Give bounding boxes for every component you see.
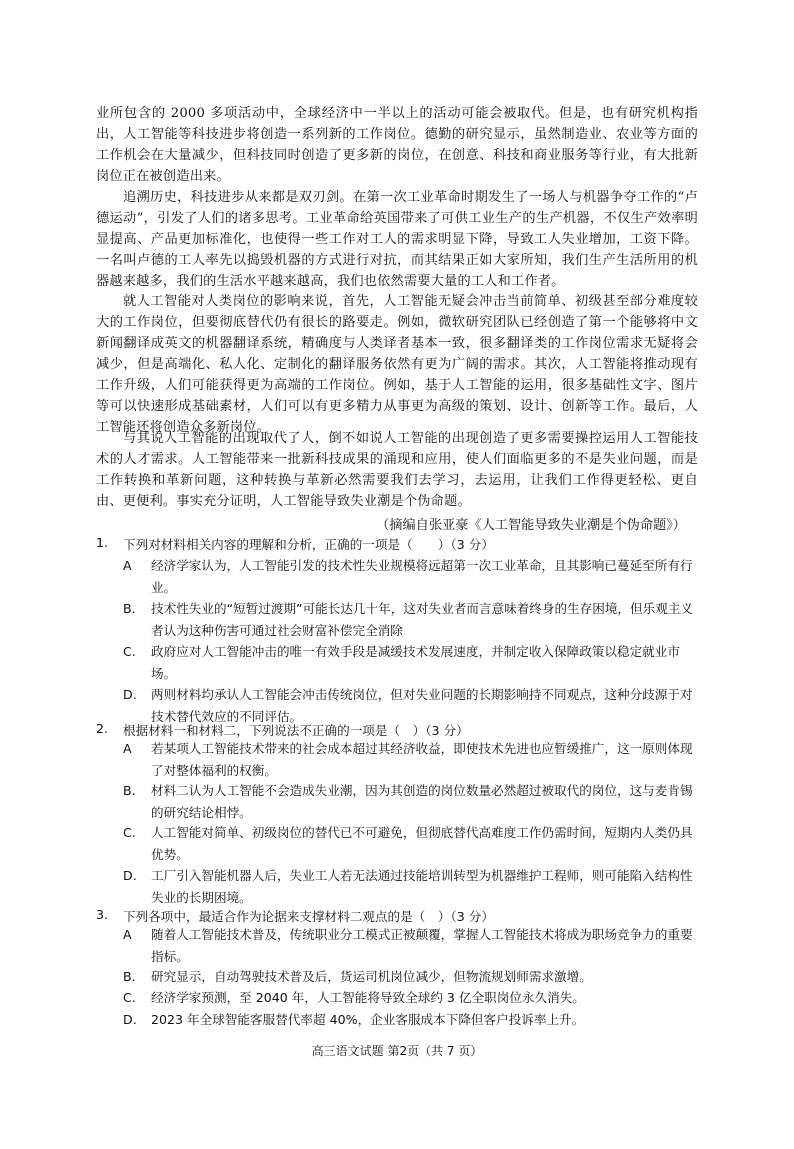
option-text: 若某项人工智能技术带来的社会成本超过其经济收益，即使技术先进也应暂缓推广，这一原则体现了对整体福利的权衡。 xyxy=(151,741,693,779)
question-number: 2. xyxy=(96,721,109,736)
option-c xyxy=(123,641,698,686)
option-b xyxy=(123,966,698,988)
option-d xyxy=(123,865,698,910)
option-text: 两则材料均承认人工智能会冲击传统岗位，但对失业问题的长期影响持不同观点，这种分歧源于对技术替代效应的不同评估。 xyxy=(151,687,693,725)
option-c xyxy=(123,822,698,867)
option-text: 经济学家认为，人工智能引发的技术性失业规模将远超第一次工业革命，且其影响已蔓延至所有行业。 xyxy=(151,558,693,596)
option-text: 随着人工智能技术普及，传统职业分工模式正被颠覆，掌握人工智能技术将成为职场竞争力的重要指标。 xyxy=(151,927,693,965)
option-text: 研究显示，自动驾驶技术普及后，货运司机岗位减少，但物流规划师需求激增。 xyxy=(151,969,592,984)
option-text: 经济学家预测，至 2040 年，人工智能将导致全球约 3 亿全职岗位永久消失。 xyxy=(151,990,585,1005)
option-text: 技术性失业的“短暂过渡期”可能长达几十年，这对失业者而言意味着终身的生存困境，但乐观主义者认为这种伤害可通过社会财富补偿完全消除 xyxy=(151,601,693,639)
option-a xyxy=(123,924,698,969)
option-a xyxy=(123,555,698,600)
option-label: D. xyxy=(123,868,137,883)
option-label: D. xyxy=(123,1012,137,1027)
option-label: B. xyxy=(123,969,136,984)
option-label: C. xyxy=(123,825,136,840)
option-label: A xyxy=(123,558,132,573)
option-label: C. xyxy=(123,990,136,1005)
option-label: B. xyxy=(123,601,136,616)
question-number: 3. xyxy=(96,907,109,922)
question-stem: 下列对材料相关内容的理解和分析，正确的一项是（ ）（3 分） xyxy=(123,537,494,552)
option-label: D. xyxy=(123,687,137,702)
option-text: 政府应对人工智能冲击的唯一有效手段是减缓技术发展速度，并制定收入保障政策以稳定就业市场。 xyxy=(151,644,680,682)
option-c xyxy=(123,987,698,1009)
option-label: A xyxy=(123,741,132,756)
passage-paragraph-4: 与其说人工智能的出现取代了人，倒不如说人工智能的出现创造了更多需要操控运用人工智能技术的人才需求。人工智能带来一批新科技成果的涌现和应用，使人们面临更多的不是失业问题，而是工作转换和革新问题，这种转换与革新必然需要我们去学习，去运用，让我们工作得更轻松、更自由、更便利。事实充分证明，人工智能导致失业潮是个伪命题。 xyxy=(96,431,698,509)
option-d xyxy=(123,1009,698,1031)
passage-paragraph-2: 追溯历史，科技进步从来都是双刃剑。在第一次工业革命时期发生了一场人与机器争夺工作的“卢德运动”，引发了人们的诸多思考。工业革命给英国带来了可供工业生产的生产机器，不仅生产效率明显提高、产品更加标准化，也使得一些工作对工人的需求明显下降，导致工人失业增加，工资下降。一名叫卢德的工人率先以捣毁机器的方式进行对抗，而其结果正如大家所知，我们生产生活所用的机器越来越多，我们的生活水平越来越高，我们也依然需要大量的工人和工作者。 xyxy=(96,190,698,289)
option-label: B. xyxy=(123,783,136,798)
question-stem: 根据材料一和材料二，下列说法不正确的一项是（ ）（3 分） xyxy=(123,723,469,738)
option-b xyxy=(123,598,698,643)
passage-paragraph-1: 业所包含的 2000 多项活动中，全球经济中一半以上的活动可能会被取代。但是，也有研究机构指出，人工智能等科技进步将创造一系列新的工作岗位。德勤的研究显示，虽然制造业、农业等方面的工作机会在大量减少，但科技同时创造了更多新的岗位，在创意、科技和商业服务等行业，有大批新岗位正在被创造出来。 xyxy=(96,106,698,184)
passage-source: （摘编自张亚豪《人工智能导致失业潮是个伪命题》） xyxy=(376,518,686,533)
page-footer: 高三语文试题 第2页（共 7 页） xyxy=(311,1044,483,1058)
option-text: 2023 年全球智能客服替代率超 40%，企业客服成本下降但客户投诉率上升。 xyxy=(151,1012,585,1027)
option-label: C. xyxy=(123,644,136,659)
passage-paragraph-3: 就人工智能对人类岗位的影响来说，首先，人工智能无疑会冲击当前简单、初级甚至部分难度较大的工作岗位，但要彻底替代仍有很长的路要走。例如，微软研究团队已经创造了第一个能够将中文新闻翻译成英文的机器翻译系统，精确度与人类译者基本一致，很多翻译类的工作岗位需求无疑将会减少，但是高端化、私人化、定制化的翻译服务依然有更为广阔的需求。其次，人工智能将推动现有工作升级，人们可能获得更为高端的工作岗位。例如，基于人工智能的运用，很多基础性文字、图片等可以快速形成基础素材，人们可以有更多精力从事更为高级的策划、设计、创新等工作。最后，人工智能还将创造众多新岗位。 xyxy=(96,294,698,435)
option-text: 工厂引入智能机器人后，失业工人若无法通过技能培训转型为机器维护工程师，则可能陷入结构性失业的长期困境。 xyxy=(151,868,693,906)
option-text: 人工智能对简单、初级岗位的替代已不可避免，但彻底替代高难度工作仍需时间，短期内人类仍具优势。 xyxy=(151,825,693,863)
question-number: 1. xyxy=(96,535,109,550)
option-a xyxy=(123,738,698,783)
option-label: A xyxy=(123,927,132,942)
option-text: 材料二认为人工智能不会造成失业潮，因为其创造的岗位数量必然超过被取代的岗位，这与麦肯锡的研究结论相悖。 xyxy=(151,783,693,821)
option-b xyxy=(123,780,698,825)
question-stem: 下列各项中，最适合作为论据来支撑材料二观点的是（ ）（3 分） xyxy=(123,909,494,924)
